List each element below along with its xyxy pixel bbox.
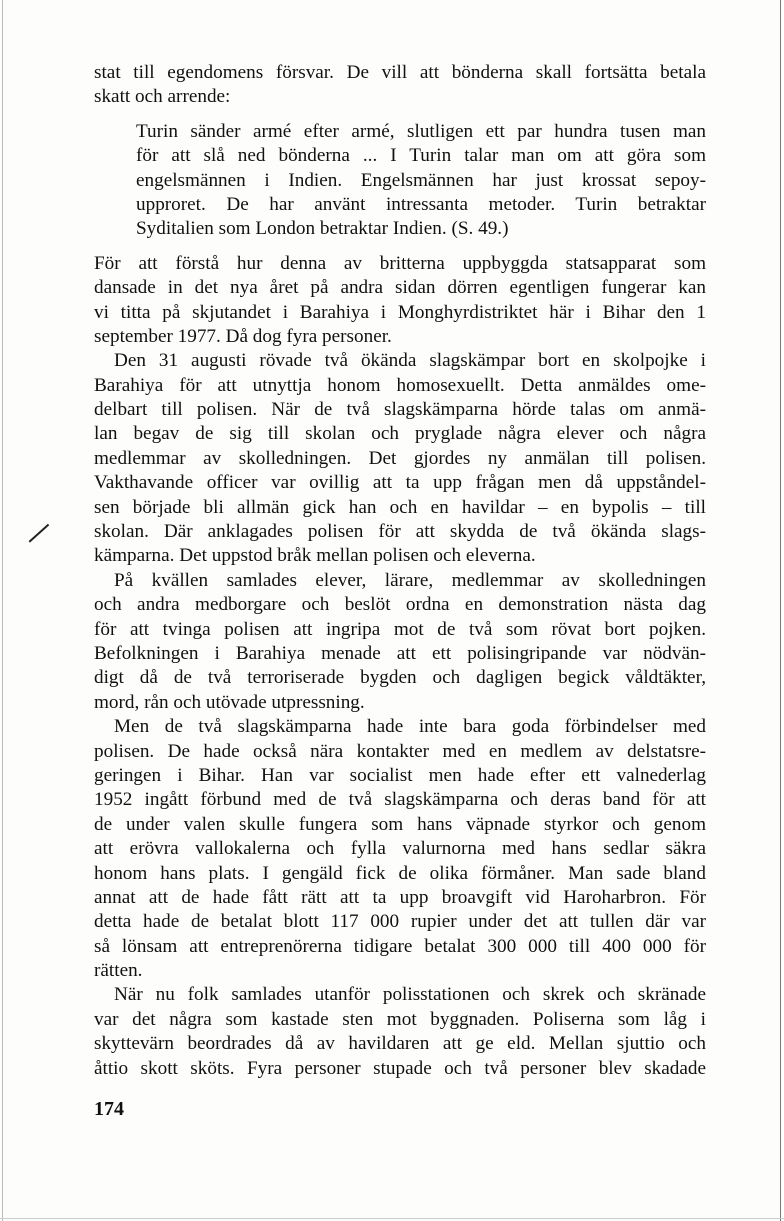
paragraph xyxy=(94,715,706,983)
paragraph xyxy=(94,349,706,569)
text-line: Vakthavande officer var ovillig att ta upp frågan men då uppståndel- xyxy=(94,472,706,494)
text-line: lan begav de sig till skolan och pryglade några elever och några xyxy=(94,423,706,445)
margin-pencil-mark xyxy=(29,524,49,543)
text-line: skolan. Där anklagades polisen för att skydda de två ökända slags- xyxy=(94,521,706,543)
text-line: geringen i Bihar. Han var socialist men hade efter ett valnederlag xyxy=(94,764,706,786)
text-line: stat till egendomens försvar. De vill att bönderna skall fortsätta betala xyxy=(94,62,706,83)
text-line: mord, rån och utövade utpressning. xyxy=(94,691,365,713)
text-line: polisen. De hade också nära kontakter med en medlem av delstatsre- xyxy=(94,740,706,762)
paragraph xyxy=(94,252,706,350)
text-line: kämparna. Det uppstod bråk mellan polisen och eleverna. xyxy=(94,545,536,567)
text-line: För att förstå hur denna av britterna uppbyggda statsapparat som xyxy=(94,252,706,274)
quote-line: för att slå ned bönderna ... I Turin talar man om att göra som xyxy=(136,145,706,167)
page-edge-left xyxy=(2,0,3,1221)
text-line: På kvällen samlades elever, lärare, medlemmar av skolledningen xyxy=(114,569,706,591)
text-line: att erövra vallokalerna och fylla valurnorna med hans sedlar säkra xyxy=(94,838,706,860)
text-line: Men de två slagskämparna hade inte bara goda förbindelser med xyxy=(114,716,706,738)
text-line: september 1977. Då dog fyra personer. xyxy=(94,325,392,347)
text-line: sen började bli allmän gick han och en havildar – en bypolis – till xyxy=(94,496,706,518)
text-line: medlemmar av skolledningen. Det gjordes ny anmälan till polisen. xyxy=(94,447,706,469)
text-line: När nu folk samlades utanför polisstationen och skrek och skränade xyxy=(114,984,706,1006)
text-line: Barahiya för att utnyttja honom homosexuellt. Detta anmäldes ome- xyxy=(94,374,706,396)
quote-line: engelsmännen i Indien. Engelsmännen har just krossat sepoy- xyxy=(136,169,706,191)
paragraph xyxy=(94,983,706,1081)
page-number: 174 xyxy=(94,1098,124,1120)
text-line: annat att de hade fått rätt att ta upp broavgift vid Haroharbron. För xyxy=(94,886,706,908)
page-edge-bottom xyxy=(0,1218,784,1219)
paragraph xyxy=(94,569,706,715)
text-line: detta hade de betalat blott 117 000 rupier under det att tullen där var xyxy=(94,911,706,933)
page-edge-right xyxy=(780,0,781,1221)
text-line: åttio skott sköts. Fyra personer stupade och två personer blev skadade xyxy=(94,1057,706,1079)
text-line: de under valen skulle fungera som hans väpnade styrkor och genom xyxy=(94,813,706,835)
text-line: Den 31 augusti rövade två ökända slagskämpar bort en skolpojke i xyxy=(114,350,706,372)
quote-line: upproret. De har använt intressanta metoder. Turin betraktar xyxy=(136,193,706,215)
text-line: för att tvinga polisen att ingripa mot de två som rövat bort pojken. xyxy=(94,618,706,640)
text-line: skatt och arrende: xyxy=(94,86,231,108)
text-line: skyttevärn beordrades då av havildaren att ge eld. Mellan sjuttio och xyxy=(94,1033,706,1055)
text-line: Befolkningen i Barahiya menade att ett polisingripande var nödvän- xyxy=(94,642,706,664)
text-line: rätten. xyxy=(94,960,143,982)
text-line: digt då de två terroriserade bygden och dagligen begick våldtäkter, xyxy=(94,667,706,689)
block-quote xyxy=(136,120,706,242)
text-line: och andra medborgare och beslöt ordna en demonstration nästa dag xyxy=(94,594,706,616)
text-line: dansade in det nya året på andra sidan dörren egentligen fungerar kan xyxy=(94,277,706,299)
text-line: vi titta på skjutandet i Barahiya i Monghyrdistriktet här i Bihar den 1 xyxy=(94,301,706,323)
text-line: var det några som kastade sten mot byggnaden. Poliserna som låg i xyxy=(94,1008,706,1030)
text-line: så lönsam att entreprenörerna tidigare betalat 300 000 till 400 000 för xyxy=(94,935,706,957)
paragraph-continuation xyxy=(94,61,706,110)
text-line: honom hans plats. I gengäld fick de olika förmåner. Man sade bland xyxy=(94,862,706,884)
body-text xyxy=(94,61,706,1081)
quote-line: Syditalien som London betraktar Indien. (S. 49.) xyxy=(136,218,509,240)
text-line: delbart till polisen. När de två slagskämparna hörde talas om anmä- xyxy=(94,399,706,421)
quote-line: Turin sänder armé efter armé, slutligen ett par hundra tusen man xyxy=(136,120,706,142)
text-line: 1952 ingått förbund med de två slagskämparna och deras band för att xyxy=(94,789,706,811)
